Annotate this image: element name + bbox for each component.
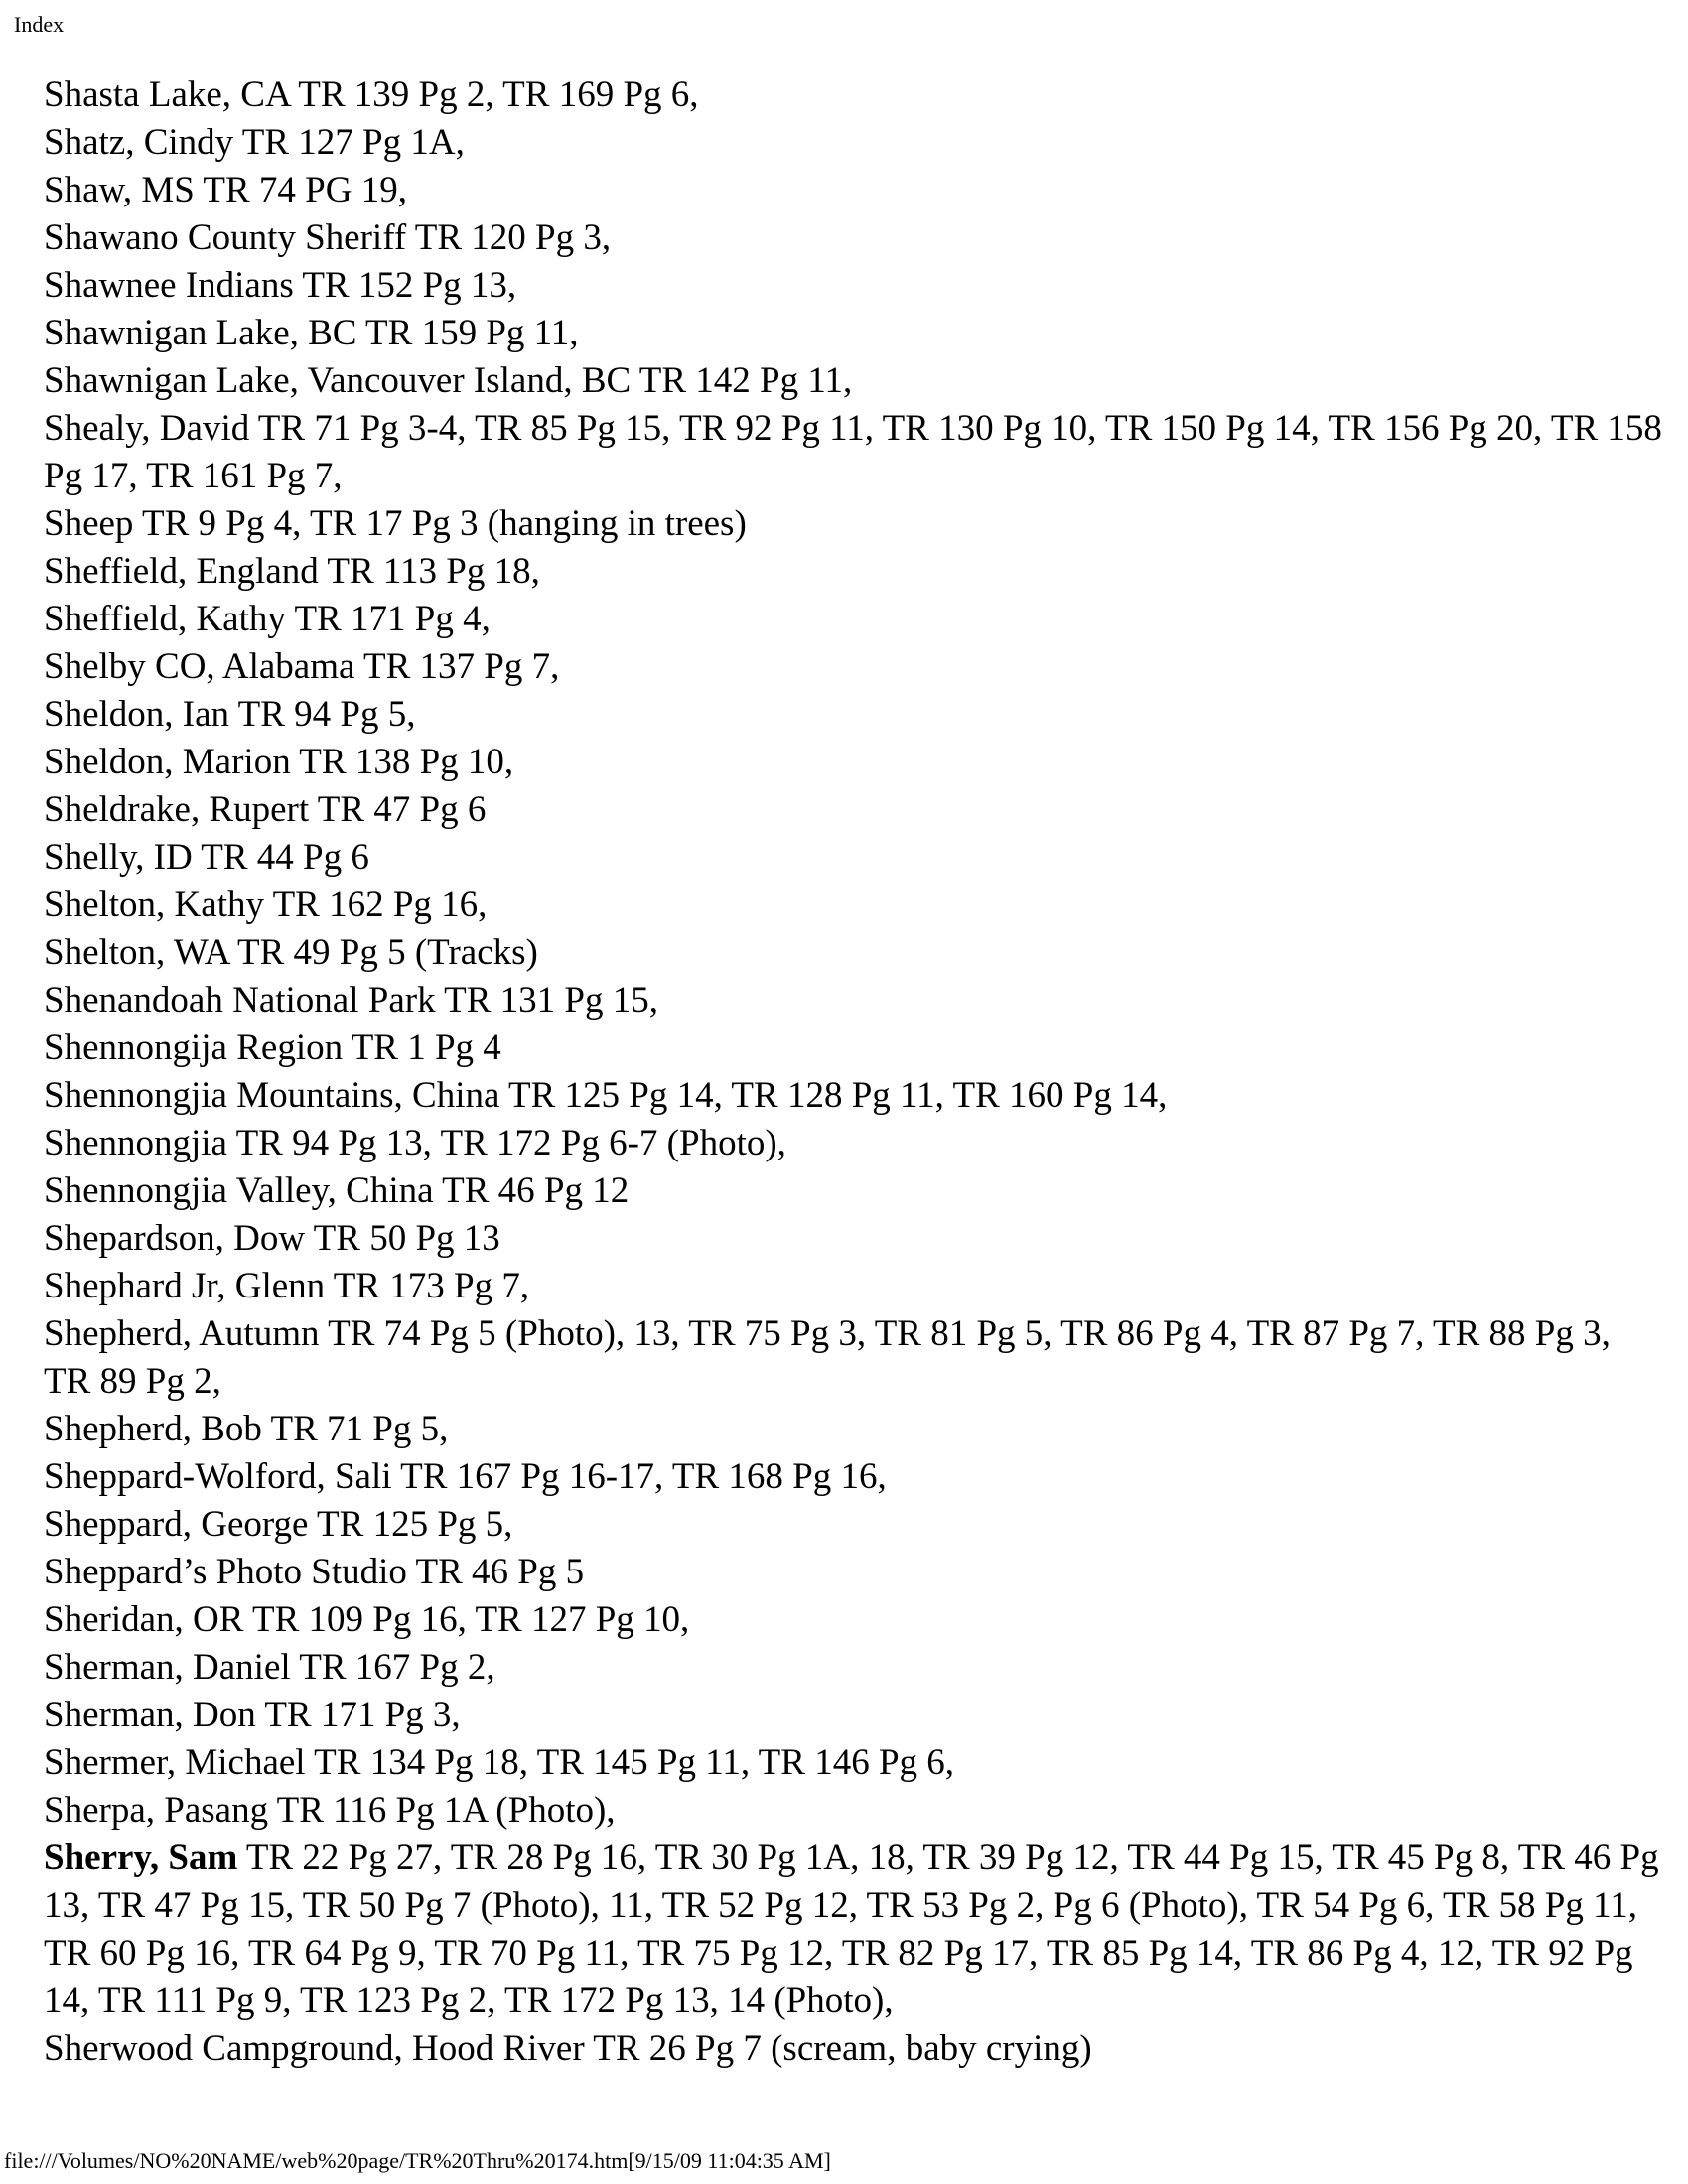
index-entry xyxy=(44,357,1662,405)
index-entry-text: Shephard Jr, Glenn TR 173 Pg 7, xyxy=(44,1266,530,1306)
index-entry-text: Shennongjia Valley, China TR 46 Pg 12 xyxy=(44,1170,630,1211)
index-entry xyxy=(44,1501,1662,1549)
index-entry xyxy=(44,1406,1662,1453)
index-entry xyxy=(44,643,1662,691)
index-entry-text: Sheldon, Ian TR 94 Pg 5, xyxy=(44,694,416,735)
index-entry-text: Sherman, Don TR 171 Pg 3, xyxy=(44,1695,461,1735)
index-entry xyxy=(44,1787,1662,1835)
index-entry-text: Shelby CO, Alabama TR 137 Pg 7, xyxy=(44,646,560,687)
index-entry-text: Sheppard-Wolford, Sali TR 167 Pg 16-17, TR 168 Pg 16, xyxy=(44,1456,887,1497)
index-entry xyxy=(44,1072,1662,1120)
index-entry-text: Shealy, David TR 71 Pg 3-4, TR 85 Pg 15, TR 92 Pg 11, TR 130 Pg 10, TR 150 Pg 14, TR 156 Pg 20, TR 158 Pg 17, TR 161 Pg 7, xyxy=(44,408,1662,496)
index-entry-text: Shenandoah National Park TR 131 Pg 15, xyxy=(44,980,659,1021)
index-entry xyxy=(44,977,1662,1024)
index-entry xyxy=(44,1549,1662,1596)
index-entry-text: Shatz, Cindy TR 127 Pg 1A, xyxy=(44,122,465,163)
index-entry-text: Shawnigan Lake, BC TR 159 Pg 11, xyxy=(44,313,579,353)
index-entry xyxy=(44,1835,1662,2025)
index-entry-text: Shennongjia Mountains, China TR 125 Pg 14, TR 128 Pg 11, TR 160 Pg 14, xyxy=(44,1075,1168,1116)
index-entry-text: Sheppard, George TR 125 Pg 5, xyxy=(44,1504,513,1545)
index-entry xyxy=(44,119,1662,167)
index-entry xyxy=(44,1024,1662,1072)
index-entry-text: Sheffield, England TR 113 Pg 18, xyxy=(44,551,540,592)
index-entry xyxy=(44,739,1662,786)
index-entry xyxy=(44,548,1662,596)
page-footer-url: file:///Volumes/NO%20NAME/web%20page/TR%20Thru%20174.htm[9/15/09 11:04:35 AM] xyxy=(4,2148,831,2173)
index-entry-text: Sheldon, Marion TR 138 Pg 10, xyxy=(44,742,514,782)
index-entry xyxy=(44,1596,1662,1644)
page-header-title: Index xyxy=(14,12,65,37)
index-entry-text: Sheridan, OR TR 109 Pg 16, TR 127 Pg 10, xyxy=(44,1599,690,1640)
index-entry xyxy=(44,1215,1662,1263)
index-entry xyxy=(44,882,1662,929)
index-entry xyxy=(44,596,1662,643)
index-entry-text: Shawnee Indians TR 152 Pg 13, xyxy=(44,265,517,306)
index-entry-text: Shennongjia TR 94 Pg 13, TR 172 Pg 6-7 (Photo), xyxy=(44,1123,786,1163)
index-entry-text: Shelton, WA TR 49 Pg 5 (Tracks) xyxy=(44,932,538,973)
index-entry xyxy=(44,71,1662,119)
index-entry-text: TR 22 Pg 27, TR 28 Pg 16, TR 30 Pg 1A, 18, TR 39 Pg 12, TR 44 Pg 15, TR 45 Pg 8, TR 46 Pg 13, TR 47 Pg 15, TR 50 Pg 7 (Photo), 11, TR 52 Pg 12, TR 53 Pg 2, Pg 6 (Photo), TR 54 Pg 6, TR 58 Pg 11, TR 60 Pg 16, TR 64 Pg 9, TR 70 Pg 11, TR 75 Pg 12, TR 82 Pg 17, TR 85 Pg 14, TR 86 Pg 4, 12, TR 92 Pg 14, TR 111 Pg 9, TR 123 Pg 2, TR 172 Pg 13, 14 (Photo), xyxy=(44,1838,1659,2021)
index-entry xyxy=(44,786,1662,834)
index-entry xyxy=(44,167,1662,214)
index-entry-text: Shawnigan Lake, Vancouver Island, BC TR 142 Pg 11, xyxy=(44,360,853,401)
index-entry-text: Shepardson, Dow TR 50 Pg 13 xyxy=(44,1218,500,1259)
index-entry xyxy=(44,1167,1662,1215)
index-entry xyxy=(44,691,1662,739)
index-entry-text: Shaw, MS TR 74 PG 19, xyxy=(44,170,407,210)
index-entry xyxy=(44,1263,1662,1310)
index-entry-text: Sheffield, Kathy TR 171 Pg 4, xyxy=(44,599,491,639)
index-entry-text: Sherwood Campground, Hood River TR 26 Pg 7 (scream, baby crying) xyxy=(44,2028,1092,2069)
index-entry-text: Shermer, Michael TR 134 Pg 18, TR 145 Pg 11, TR 146 Pg 6, xyxy=(44,1742,955,1783)
index-entry-text: Sheep TR 9 Pg 4, TR 17 Pg 3 (hanging in trees) xyxy=(44,503,747,544)
index-entry xyxy=(44,1310,1662,1406)
index-entry xyxy=(44,500,1662,548)
index-entry xyxy=(44,929,1662,977)
index-entry xyxy=(44,1692,1662,1739)
index-entry-text: Shasta Lake, CA TR 139 Pg 2, TR 169 Pg 6, xyxy=(44,74,699,115)
index-entry xyxy=(44,834,1662,882)
index-entry-text: Sheldrake, Rupert TR 47 Pg 6 xyxy=(44,789,487,830)
index-entry-text: Shennongija Region TR 1 Pg 4 xyxy=(44,1027,501,1068)
index-entry xyxy=(44,1644,1662,1692)
index-entry-text: Shelton, Kathy TR 162 Pg 16, xyxy=(44,885,488,925)
index-entry xyxy=(44,310,1662,357)
index-entry-text: Sherpa, Pasang TR 116 Pg 1A (Photo), xyxy=(44,1790,616,1831)
index-entry-text: Shepherd, Bob TR 71 Pg 5, xyxy=(44,1409,449,1449)
index-entry-text: Sheppard’s Photo Studio TR 46 Pg 5 xyxy=(44,1552,585,1592)
index-entry xyxy=(44,1453,1662,1501)
index-entry-text: Shelly, ID TR 44 Pg 6 xyxy=(44,837,369,878)
index-entry-text: Shawano County Sheriff TR 120 Pg 3, xyxy=(44,217,612,258)
index-entry xyxy=(44,214,1662,262)
index-entry-bold-name: Sherry, Sam xyxy=(44,1838,238,1878)
index-entry xyxy=(44,1739,1662,1787)
index-entry xyxy=(44,262,1662,310)
index-list xyxy=(44,71,1662,2073)
index-entry-text: Shepherd, Autumn TR 74 Pg 5 (Photo), 13, TR 75 Pg 3, TR 81 Pg 5, TR 86 Pg 4, TR 87 Pg 7, TR 88 Pg 3, TR 89 Pg 2, xyxy=(44,1313,1611,1402)
index-entry xyxy=(44,2025,1662,2073)
index-entry-text: Sherman, Daniel TR 167 Pg 2, xyxy=(44,1647,495,1688)
index-entry xyxy=(44,1120,1662,1167)
index-entry xyxy=(44,405,1662,500)
